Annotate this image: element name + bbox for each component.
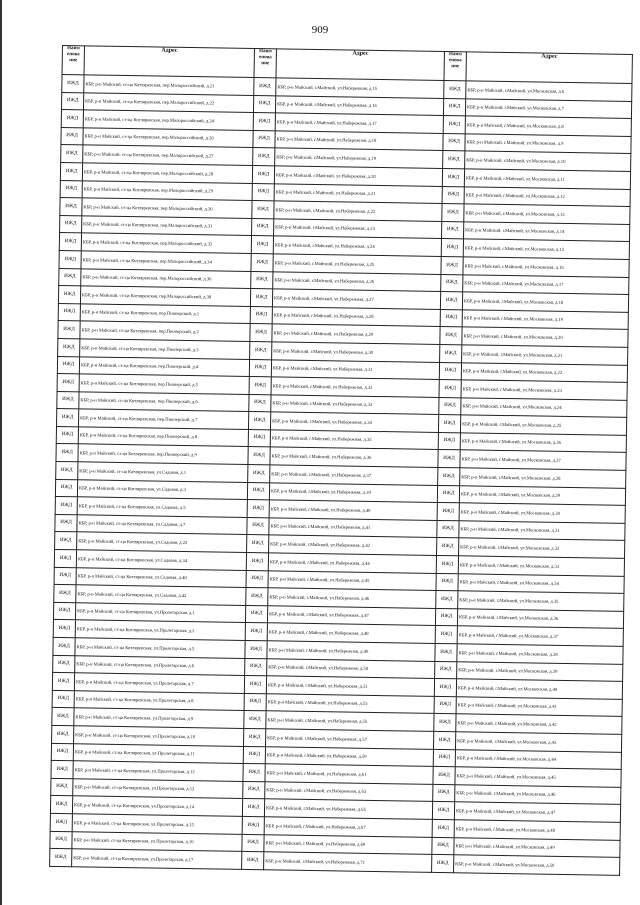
address-cell: КБР, р-н Майский, г.Майский, ул.Московская, д.11 (464, 169, 630, 189)
address-cell: КБР, р-н Майский, г.Майский, ул.Набережная, д.50 (267, 658, 435, 678)
address-cell: КБР, р-н Майский, г.Майский, ул.Московская, д.17 (463, 274, 629, 294)
address-cell: КБР, р-н Майский, г.Майский, ул.Московская, д.37 (457, 626, 623, 646)
object-type-cell: ИЖД (251, 271, 273, 289)
object-type-cell: ИЖД (242, 799, 264, 817)
address-cell: КБР, р-н Майский, г.Майский, ул.Набережная, д.33 (271, 395, 439, 415)
address-cell: КБР, р-н Майский, ст-ца Котляревская, пер.Пионерский, д.1 (80, 304, 250, 324)
object-type-cell: ИЖД (252, 201, 274, 219)
object-type-cell: ИЖД (248, 412, 270, 430)
object-type-cell: ИЖД (245, 605, 267, 623)
address-cell: КБР, р-н Майский, ст-ца Котляревская, пер.Пионерский, д.9 (78, 444, 248, 464)
object-type-cell: ИЖД (439, 380, 461, 398)
address-cell: КБР, р-н Майский, г.Майский, ул.Набережная, д.69 (264, 834, 432, 854)
address-cell: КБР, р-н Майский, г.Майский, ул.Московская, д.39 (457, 661, 623, 681)
address-cell: КБР, р-н Майский, ст-ца Котляревская, пер.Малороссийский, д.38 (80, 286, 250, 306)
address-cell: КБР, р-н Майский, г.Майский, ул.Набережная, д.44 (268, 553, 436, 573)
scan-edge-line (0, 0, 2, 905)
address-cell: КБР, р-н Майский, г.Майский, ул.Набережная, д.45 (268, 570, 436, 590)
object-type-cell: ИЖД (244, 728, 266, 746)
object-type-cell: ИЖД (441, 274, 463, 292)
object-type-cell: ИЖД (60, 162, 82, 180)
address-cell: КБР, р-н Майский, г.Майский, ул.Московская, д.30 (459, 503, 625, 523)
object-type-cell: ИЖД (247, 482, 269, 500)
object-type-cell: ИЖД (435, 643, 457, 661)
address-cell: КБР, р-н Майский, г.Майский, ул.Московская, д.9 (465, 134, 631, 154)
address-cell: КБР, р-н Майский, г.Майский, ул.Набережная, д.20 (274, 166, 442, 186)
object-type-cell: ИЖД (58, 303, 80, 321)
object-type-cell: ИЖД (432, 802, 454, 820)
object-type-cell: ИЖД (51, 743, 73, 761)
address-cell: КБР, р-н Майский, г.Майский, ул.Московская, д.27 (460, 450, 626, 470)
address-cell: КБР, р-н Майский, г.Майский, ул.Московская, д.18 (462, 292, 628, 312)
object-type-cell: ИЖД (244, 676, 266, 694)
object-type-cell: ИЖД (442, 221, 464, 239)
object-type-cell: ИЖД (52, 690, 74, 708)
address-cell: КБР, р-н Майский, ст-ца Котляревская, ул.Пролетарская, д.12 (73, 761, 243, 781)
object-type-cell: ИЖД (243, 746, 265, 764)
header-type-1: Наим енова ние (62, 46, 84, 75)
object-type-cell: ИЖД (248, 429, 270, 447)
object-type-cell: ИЖД (58, 286, 80, 304)
address-cell: КБР, р-н Майский, г.Майский, ул.Набережная, д.57 (266, 729, 434, 749)
address-cell: КБР, р-н Майский, г.Майский, ул.Набережная, д.61 (265, 764, 433, 784)
address-cell: КБР, р-н Майский, г.Майский, ул.Набережная, д.22 (274, 201, 442, 221)
address-cell: КБР, р-н Майский, г.Майский, ул.Московская, д.14 (463, 222, 629, 242)
object-type-cell: ИЖД (58, 338, 80, 356)
header-type-3: Наим енова ние (444, 52, 466, 81)
object-type-cell: ИЖД (59, 233, 81, 251)
address-cell: КБР, р-н Майский, г.Майский, ул.Московская, д.46 (455, 785, 621, 805)
object-type-cell: ИЖД (432, 837, 454, 855)
object-type-cell: ИЖД (439, 397, 461, 415)
address-cell: КБР, р-н Майский, г.Майский, ул.Московская, д.19 (462, 310, 628, 330)
object-type-cell: ИЖД (61, 127, 83, 145)
object-type-cell: ИЖД (247, 500, 269, 518)
object-type-cell: ИЖД (253, 130, 275, 148)
address-cell: КБР, р-н Майский, г.Майский, ул.Московская, д.10 (465, 151, 631, 171)
address-cell: КБР, р-н Майский, ст-ца Котляревская, ул.Пролетарская, д.10 (74, 726, 244, 746)
object-type-cell: ИЖД (53, 602, 75, 620)
object-type-cell: ИЖД (441, 239, 463, 257)
object-type-cell: ИЖД (61, 92, 83, 110)
address-cell: КБР, р-н Майский, г.Майский, ул.Московская, д.15 (463, 239, 629, 259)
object-type-cell: ИЖД (61, 110, 83, 128)
address-cell: КБР, р-н Майский, ст-ца Котляревская, пер.Пионерский, д.5 (79, 374, 249, 394)
address-cell: КБР, р-н Майский, г.Майский, ул.Московская, д.8 (465, 116, 631, 136)
object-type-cell: ИЖД (250, 341, 272, 359)
object-type-cell: ИЖД (254, 78, 276, 96)
address-cell: КБР, р-н Майский, ст-ца Котляревская, ул.Пролетарская, д.9 (74, 708, 244, 728)
address-table (49, 45, 633, 876)
address-cell: КБР, р-н Майский, г.Майский, ул.Набережная, д.41 (269, 518, 437, 538)
address-cell: КБР, р-н Майский, г.Майский, ул.Набережная, д.40 (269, 500, 437, 520)
address-cell: КБР, р-н Майский, г.Майский, ул.Московская, д.20 (462, 327, 628, 347)
object-type-cell: ИЖД (250, 289, 272, 307)
object-type-cell: ИЖД (249, 394, 271, 412)
address-cell: КБР, р-н Майский, г.Майский, ул.Московская, д.13 (464, 204, 630, 224)
object-type-cell: ИЖД (60, 215, 82, 233)
address-cell: КБР, р-н Майский, г.Майский, ул.Набережная, д.15 (276, 78, 444, 98)
object-type-cell: ИЖД (440, 309, 462, 327)
object-type-cell: ИЖД (61, 145, 83, 163)
object-type-cell: ИЖД (51, 761, 73, 779)
object-type-cell: ИЖД (242, 834, 264, 852)
object-type-cell: ИЖД (53, 655, 75, 673)
address-cell: КБР, р-н Майский, г.Майский, ул.Московская, д.45 (455, 767, 621, 787)
address-cell: КБР, р-н Майский, ст-ца Котляревская, пер.Пионерский, д.7 (79, 409, 249, 429)
object-type-cell: ИЖД (432, 819, 454, 837)
address-cell: КБР, р-н Майский, ст-ца Котляревская, пер.Пионерский, д.4 (79, 356, 249, 376)
object-type-cell: ИЖД (245, 640, 267, 658)
object-type-cell: ИЖД (438, 415, 460, 433)
address-cell: КБР, р-н Майский, г.Майский, ул.Набережная, д.39 (269, 482, 437, 502)
address-cell: КБР, р-н Майский, ст-ца Котляревская, ул.Садовая, д.3 (77, 479, 247, 499)
object-type-cell: ИЖД (437, 485, 459, 503)
address-cell: КБР, р-н Майский, г.Майский, ул.Набережная, д.27 (272, 289, 440, 309)
address-cell: КБР, р-н Майский, г.Майский, ул.Набережная, д.48 (267, 623, 435, 643)
address-cell: КБР, р-н Майский, ст-ца Котляревская, пер.Малороссийский, д.27 (83, 145, 253, 165)
address-cell: КБР, р-н Майский, ст-ца Котляревская, пер.Малороссийский, д.26 (83, 128, 253, 148)
object-type-cell: ИЖД (433, 749, 455, 767)
header-address-3: Адрес (466, 52, 632, 84)
address-cell: КБР, р-н Майский, г.Майский, ул.Московская, д.36 (457, 609, 623, 629)
address-cell: КБР, р-н Майский, ст-ца Котляревская, ул.Пролетарская, д.7 (74, 673, 244, 693)
object-type-cell: ИЖД (57, 409, 79, 427)
address-cell: КБР, р-н Майский, г.Майский, ул.Набережная, д.71 (264, 852, 432, 872)
address-cell: КБР, р-н Майский, г.Майский, ул.Московская, д.22 (461, 362, 627, 382)
object-type-cell: ИЖД (443, 151, 465, 169)
address-cell: КБР, р-н Майский, ст-ца Котляревская, пер.Малороссийский, д.22 (83, 92, 253, 112)
object-type-cell: ИЖД (437, 520, 459, 538)
address-cell: КБР, р-н Майский, ст-ца Котляревская, пер.Малороссийский, д.28 (82, 163, 252, 183)
object-type-cell: ИЖД (50, 796, 72, 814)
address-cell: КБР, р-н Майский, ст-ца Котляревская, ул.Пролетарская, д.11 (73, 743, 243, 763)
object-type-cell: ИЖД (50, 849, 72, 867)
address-cell: КБР, р-н Майский, г.Майский, ул.Набережная, д.49 (267, 641, 435, 661)
object-type-cell: ИЖД (51, 778, 73, 796)
address-cell: КБР, р-н Майский, г.Майский, ул.Набережная, д.24 (273, 236, 441, 256)
address-cell: КБР, р-н Майский, ст-ца Котляревская, пер.Пионерский, д.3 (80, 339, 250, 359)
object-type-cell: ИЖД (244, 693, 266, 711)
address-cell: КБР, р-н Майский, г.Майский, ул.Набережная, д.34 (270, 412, 438, 432)
address-cell: КБР, р-н Майский, г.Майский, ул.Московская, д.44 (455, 749, 621, 769)
object-type-cell: ИЖД (253, 148, 275, 166)
address-cell: КБР, р-н Майский, ст-ца Котляревская, ул.Пролетарская, д.17 (72, 849, 242, 869)
object-type-cell: ИЖД (247, 535, 269, 553)
address-cell: КБР, р-н Майский, г.Майский, ул.Московская, д.33 (458, 556, 624, 576)
page-number: 909 (311, 24, 329, 36)
address-cell: КБР, р-н Майский, ст-ца Котляревская, ул.Садовая, д.42 (76, 585, 246, 605)
address-cell: КБР, р-н Майский, г.Майский, ул.Набережная, д.31 (271, 359, 439, 379)
address-cell: КБР, р-н Майский, г.Майский, ул.Набережная, д.30 (272, 342, 440, 362)
object-type-cell: ИЖД (58, 321, 80, 339)
object-type-cell: ИЖД (246, 570, 268, 588)
address-cell: КБР, р-н Майский, ст-ца Котляревская, пер.Малороссийский, д.34 (81, 251, 251, 271)
object-type-cell: ИЖД (248, 447, 270, 465)
address-cell: КБР, р-н Майский, ст-ца Котляревская, ул.Пролетарская, д.2 (75, 620, 245, 640)
address-cell: КБР, р-н Майский, ст-ца Котляревская, ул.Пролетарская, д.15 (72, 814, 242, 834)
address-cell: КБР, р-н Майский, ст-ца Котляревская, пер.Малороссийский, д.31 (82, 216, 252, 236)
object-type-cell: ИЖД (253, 113, 275, 131)
object-type-cell: ИЖД (442, 204, 464, 222)
object-type-cell: ИЖД (54, 567, 76, 585)
address-cell: КБР, р-н Майский, г.Майский, ул.Набережная, д.65 (264, 799, 432, 819)
object-type-cell: ИЖД (248, 465, 270, 483)
address-cell: КБР, р-н Майский, г.Майский, ул.Набережная, д.46 (268, 588, 436, 608)
object-type-cell: ИЖД (59, 250, 81, 268)
object-type-cell: ИЖД (438, 468, 460, 486)
address-cell: КБР, р-н Майский, г.Майский, ул.Набережная, д.51 (266, 676, 434, 696)
address-cell: КБР, р-н Майский, г.Майский, ул.Набережная, д.42 (269, 535, 437, 555)
address-cell: КБР, р-н Майский, ст-ца Котляревская, ул.Пролетарская, д.16 (72, 831, 242, 851)
object-type-cell: ИЖД (54, 585, 76, 603)
object-type-cell: ИЖД (435, 626, 457, 644)
object-type-cell: ИЖД (252, 218, 274, 236)
header-address-1: Адрес (84, 46, 254, 78)
address-cell: КБР, р-н Майский, г.Майский, ул.Набережная, д.59 (265, 746, 433, 766)
address-cell: КБР, р-н Майский, ст-ца Котляревская, ул.Садовая, д.5 (77, 497, 247, 517)
object-type-cell: ИЖД (245, 623, 267, 641)
object-type-cell: ИЖД (440, 292, 462, 310)
object-type-cell: ИЖД (55, 514, 77, 532)
address-cell: КБР, р-н Майский, г.Майский, ул.Московская, д.7 (465, 98, 631, 118)
address-cell: КБР, р-н Майский, г.Майский, ул.Набережная, д.37 (270, 465, 438, 485)
object-type-cell: ИЖД (443, 98, 465, 116)
address-cell: КБР, р-н Майский, г.Майский, ул.Набережная, д.17 (275, 113, 443, 133)
object-type-cell: ИЖД (52, 725, 74, 743)
object-type-cell: ИЖД (53, 620, 75, 638)
address-cell: КБР, р-н Майский, ст-ца Котляревская, ул.Пролетарская, д.6 (75, 655, 245, 675)
address-cell: КБР, р-н Майский, г.Майский, ул.Набережная, д.23 (274, 219, 442, 239)
object-type-cell: ИЖД (244, 711, 266, 729)
object-type-cell: ИЖД (439, 362, 461, 380)
address-cell: КБР, р-н Майский, г.Майский, ул.Набережная, д.32 (271, 377, 439, 397)
address-cell: КБР, р-н Майский, г.Майский, ул.Московская, д.29 (459, 485, 625, 505)
table-body (50, 75, 632, 876)
object-type-cell: ИЖД (62, 75, 84, 93)
object-type-cell: ИЖД (253, 95, 275, 113)
address-cell: КБР, р-н Майский, г.Майский, ул.Московская, д.12 (464, 186, 630, 206)
address-table-scan (49, 45, 610, 874)
address-cell: КБР, р-н Майский, г.Майский, ул.Московская, д.41 (456, 697, 622, 717)
address-cell: КБР, р-н Майский, ст-ца Котляревская, ул.Садовая, д.34 (76, 550, 246, 570)
address-cell: КБР, р-н Майский, г.Майский, ул.Московская, д.49 (454, 837, 620, 857)
object-type-cell: ИЖД (55, 497, 77, 515)
object-type-cell: ИЖД (433, 767, 455, 785)
object-type-cell: ИЖД (437, 503, 459, 521)
object-type-cell: ИЖД (242, 852, 264, 870)
object-type-cell: ИЖД (57, 391, 79, 409)
object-type-cell: ИЖД (247, 517, 269, 535)
address-cell: КБР, р-н Майский, ст-ца Котляревская, ул.Пролетарская, д.13 (73, 779, 243, 799)
object-type-cell: ИЖД (252, 183, 274, 201)
object-type-cell: ИЖД (438, 450, 460, 468)
object-type-cell: ИЖД (435, 608, 457, 626)
object-type-cell: ИЖД (440, 344, 462, 362)
object-type-cell: ИЖД (250, 306, 272, 324)
address-cell: КБР, р-н Майский, ст-ца Котляревская, пер.Малороссийский, д.21 (84, 75, 254, 95)
address-cell: КБР, р-н Майский, ст-ца Котляревская, пер.Пионерский, д.8 (78, 427, 248, 447)
object-type-cell: ИЖД (249, 377, 271, 395)
object-type-cell: ИЖД (441, 256, 463, 274)
object-type-cell: ИЖД (56, 444, 78, 462)
object-type-cell: ИЖД (436, 555, 458, 573)
address-cell: КБР, р-н Майский, г.Майский, ул.Московская, д.48 (454, 820, 620, 840)
object-type-cell: ИЖД (57, 374, 79, 392)
address-cell: КБР, р-н Майский, ст-ца Котляревская, пер.Пионерский, д.6 (79, 391, 249, 411)
address-cell: КБР, р-н Майский, г.Майский, ул.Московская, д.23 (461, 380, 627, 400)
object-type-cell: ИЖД (433, 784, 455, 802)
address-cell: КБР, р-н Майский, г.Майский, ул.Московская, д.38 (457, 644, 623, 664)
address-cell: КБР, р-н Майский, г.Майский, ул.Московская, д.40 (456, 679, 622, 699)
header-address-2: Адрес (276, 49, 444, 81)
object-type-cell: ИЖД (55, 532, 77, 550)
object-type-cell: ИЖД (251, 236, 273, 254)
object-type-cell: ИЖД (56, 462, 78, 480)
address-cell: КБР, р-н Майский, ст-ца Котляревская, ул.Садовая, д.1 (78, 462, 248, 482)
address-cell: КБР, р-н Майский, г.Майский, ул.Московская, д.16 (463, 257, 629, 277)
object-type-cell: ИЖД (57, 356, 79, 374)
object-type-cell: ИЖД (249, 359, 271, 377)
object-type-cell: ИЖД (54, 549, 76, 567)
address-cell: КБР, р-н Майский, ст-ца Котляревская, ул.Пролетарская, д.1 (75, 603, 245, 623)
address-cell: КБР, р-н Майский, г.Майский, ул.Набережная, д.36 (270, 447, 438, 467)
address-cell: КБР, р-н Майский, г.Майский, ул.Московская, д.34 (458, 573, 624, 593)
address-cell: КБР, р-н Майский, г.Майский, ул.Московская, д.28 (460, 468, 626, 488)
object-type-cell: ИЖД (442, 186, 464, 204)
object-type-cell: ИЖД (440, 327, 462, 345)
object-type-cell: ИЖД (246, 588, 268, 606)
address-cell: КБР, р-н Майский, ст-ца Котляревская, ул.Пролетарская, д.5 (75, 638, 245, 658)
address-cell: КБР, р-н Майский, г.Майский, ул.Набережная, д.35 (270, 430, 438, 450)
address-cell: КБР, р-н Майский, г.Майский, ул.Московская, д.32 (459, 538, 625, 558)
address-cell: КБР, р-н Майский, ст-ца Котляревская, пер.Малороссийский, д.24 (83, 110, 253, 130)
address-cell: КБР, р-н Майский, ст-ца Котляревская, ул.Садовая, д.22 (77, 532, 247, 552)
object-type-cell: ИЖД (434, 696, 456, 714)
address-cell: КБР, р-н Майский, ст-ца Котляревская, пер.Малороссийский, д.29 (82, 180, 252, 200)
address-cell: КБР, р-н Майский, г.Майский, ул.Московская, д.25 (460, 415, 626, 435)
object-type-cell: ИЖД (252, 165, 274, 183)
object-type-cell: ИЖД (246, 552, 268, 570)
object-type-cell: ИЖД (434, 714, 456, 732)
object-type-cell: ИЖД (59, 268, 81, 286)
object-type-cell: ИЖД (60, 198, 82, 216)
address-cell: КБР, р-н Майский, г.Майский, ул.Московская, д.26 (460, 433, 626, 453)
address-cell: КБР, р-н Майский, г.Майский, ул.Московская, д.43 (455, 732, 621, 752)
address-cell: КБР, р-н Майский, ст-ца Котляревская, ул.Садовая, д.40 (76, 567, 246, 587)
object-type-cell: ИЖД (243, 764, 265, 782)
address-cell: КБР, р-н Майский, г.Майский, ул.Московская, д.6 (466, 81, 632, 101)
address-cell: КБР, р-н Майский, г.Майский, ул.Набережная, д.16 (275, 95, 443, 115)
object-type-cell: ИЖД (436, 591, 458, 609)
object-type-cell: ИЖД (60, 180, 82, 198)
object-type-cell: ИЖД (443, 116, 465, 134)
address-cell: КБР, р-н Майский, г.Майский, ул.Набережная, д.47 (267, 606, 435, 626)
object-type-cell: ИЖД (56, 426, 78, 444)
object-type-cell: ИЖД (435, 661, 457, 679)
address-cell: КБР, р-н Майский, г.Майский, ул.Московская, д.42 (456, 714, 622, 734)
address-cell: КБР, р-н Майский, г.Майский, ул.Набережная, д.29 (272, 324, 440, 344)
address-cell: КБР, р-н Майский, г.Майский, ул.Московская, д.21 (462, 345, 628, 365)
object-type-cell: ИЖД (442, 168, 464, 186)
address-cell: КБР, р-н Майский, ст-ца Котляревская, пер.Пионерский, д.2 (80, 321, 250, 341)
object-type-cell: ИЖД (245, 658, 267, 676)
address-cell: КБР, р-н Майский, ст-ца Котляревская, ул.Пролетарская, д.8 (74, 691, 244, 711)
address-cell: КБР, р-н Майский, ст-ца Котляревская, пер.Малороссийский, д.32 (81, 233, 251, 253)
object-type-cell: ИЖД (443, 133, 465, 151)
address-cell: КБР, р-н Майский, г.Майский, ул.Московская, д.31 (459, 521, 625, 541)
object-type-cell: ИЖД (437, 538, 459, 556)
address-cell: КБР, р-н Майский, ст-ца Котляревская, ул.Садовая, д.7 (77, 515, 247, 535)
address-cell: КБР, р-н Майский, г.Майский, ул.Московская, д.35 (458, 591, 624, 611)
address-cell: КБР, р-н Майский, г.Майский, ул.Набережная, д.21 (274, 183, 442, 203)
address-cell: КБР, р-н Майский, ст-ца Котляревская, пер.Малороссийский, д.36 (81, 268, 251, 288)
object-type-cell: ИЖД (50, 813, 72, 831)
object-type-cell: ИЖД (436, 573, 458, 591)
header-type-2: Наим енова ние (254, 49, 276, 78)
object-type-cell: ИЖД (434, 679, 456, 697)
object-type-cell: ИЖД (53, 637, 75, 655)
object-type-cell: ИЖД (52, 708, 74, 726)
address-cell: КБР, р-н Майский, г.Майский, ул.Московская, д.24 (461, 397, 627, 417)
object-type-cell: ИЖД (251, 253, 273, 271)
address-cell: КБР, р-н Майский, г.Майский, ул.Набережная, д.25 (273, 254, 441, 274)
address-cell: КБР, р-н Майский, г.Майский, ул.Набережная, д.26 (273, 271, 441, 291)
object-type-cell: ИЖД (243, 781, 265, 799)
object-type-cell: ИЖД (433, 731, 455, 749)
address-cell: КБР, р-н Майский, г.Майский, ул.Московская, д.47 (454, 802, 620, 822)
object-type-cell: ИЖД (55, 479, 77, 497)
address-cell: КБР, р-н Майский, г.Майский, ул.Набережная, д.67 (264, 817, 432, 837)
object-type-cell: ИЖД (438, 432, 460, 450)
object-type-cell: ИЖД (432, 855, 454, 873)
address-cell: КБР, р-н Майский, ст-ца Котляревская, пер.Малороссийский, д.30 (82, 198, 252, 218)
object-type-cell: ИЖД (50, 831, 72, 849)
address-cell: КБР, р-н Майский, г.Майский, ул.Набережная, д.55 (266, 711, 434, 731)
object-type-cell: ИЖД (242, 816, 264, 834)
object-type-cell: ИЖД (444, 81, 466, 99)
address-cell: КБР, р-н Майский, г.Майский, ул.Московская, д.50 (454, 855, 620, 875)
address-cell: КБР, р-н Майский, г.Майский, ул.Набережная, д.63 (265, 782, 433, 802)
address-cell: КБР, р-н Майский, г.Майский, ул.Набережная, д.18 (275, 131, 443, 151)
address-cell: КБР, р-н Майский, г.Майский, ул.Набережная, д.19 (275, 148, 443, 168)
object-type-cell: ИЖД (52, 673, 74, 691)
address-cell: КБР, р-н Майский, г.Майский, ул.Набережная, д.53 (266, 694, 434, 714)
address-cell: КБР, р-н Майский, ст-ца Котляревская, ул.Пролетарская, д.14 (72, 796, 242, 816)
address-cell: КБР, р-н Майский, г.Майский, ул.Набережная, д.28 (272, 307, 440, 327)
object-type-cell: ИЖД (250, 324, 272, 342)
